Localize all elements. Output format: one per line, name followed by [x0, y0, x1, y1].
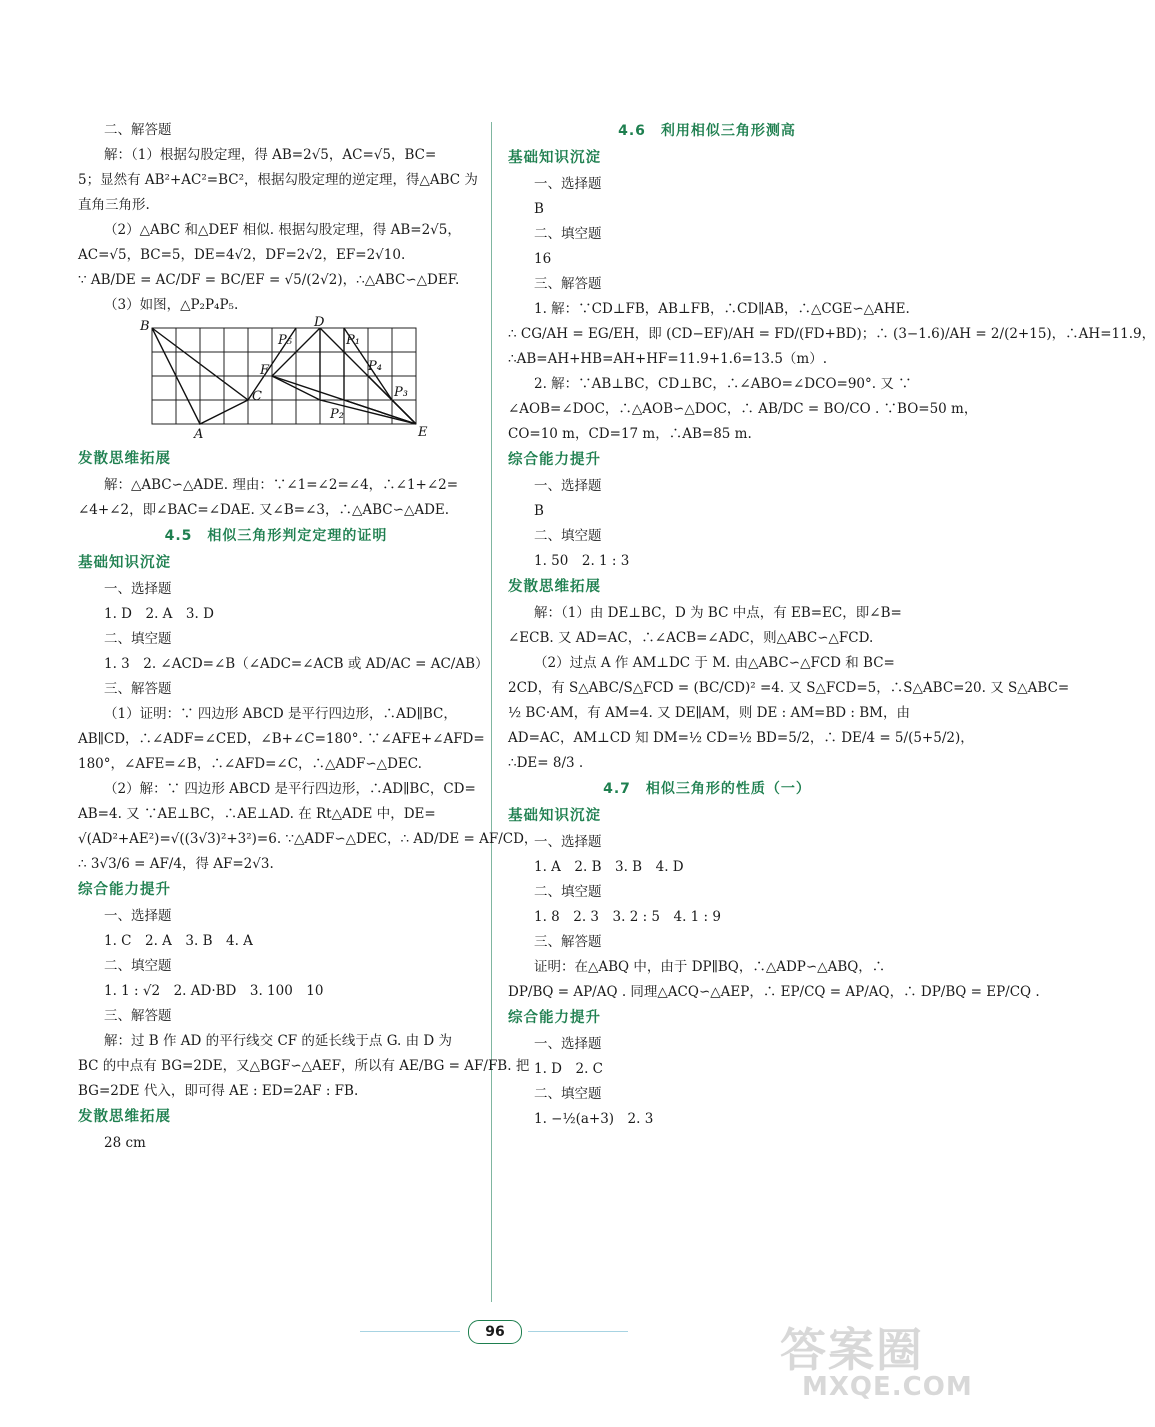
watermark-url: MXQE.COM [802, 1372, 973, 1402]
text-line: 28 cm [104, 1135, 146, 1151]
text-line: AB∥CD，∴∠ADF=∠CED，∠B+∠C=180°. ∵∠AFE+∠AFD= [78, 731, 485, 747]
text-line: BG=2DE 代入，即可得 AE : ED=2AF : FB. [78, 1083, 359, 1099]
figure-label: F [260, 363, 270, 378]
text-line: 1. D 2. A 3. D [104, 606, 214, 622]
text-line: ∠AOB=∠DOC，∴△AOB∽△DOC，∴ AB/DC = BO/CO . ∵BO=50 m， [508, 401, 978, 417]
text-line: 1. 8 2. 3 3. 2 : 5 4. 1 : 9 [534, 909, 721, 925]
text-line: 180°，∠AFE=∠B，∴∠AFD=∠C，∴△ADF∽△DEC. [78, 756, 422, 772]
section-heading: 发散思维拓展 [78, 1109, 171, 1125]
text-line: 5；显然有 AB²+AC²=BC²，根据勾股定理的逆定理，得△ABC 为 [78, 172, 478, 188]
text-line: （1）证明：∵ 四边形 ABCD 是平行四边形，∴AD∥BC， [104, 706, 457, 722]
text-line: B [534, 503, 544, 519]
text-line: 二、填空题 [534, 1086, 602, 1102]
watermark-text: 答案圈 [780, 1323, 924, 1377]
text-line: 三、解答题 [104, 681, 172, 697]
text-line: 二、解答题 [104, 122, 172, 138]
section-heading: 综合能力提升 [78, 882, 171, 898]
right-column [508, 118, 1155, 1132]
text-line: （3）如图，△P₂P₄P₅. [104, 297, 239, 313]
text-line: 一、选择题 [534, 176, 602, 192]
text-line: ∴DE= 8/3 . [508, 755, 584, 771]
text-line: （2）解：∵ 四边形 ABCD 是平行四边形，∴AD∥BC，CD= [104, 781, 476, 797]
text-line: CO=10 m，CD=17 m，∴AB=85 m. [508, 426, 752, 442]
text-line: ∵ AB/DE = AC/DF = BC/EF = √5/(2√2)，∴△ABC∽△DEF. [78, 272, 460, 288]
figure-label: B [140, 319, 150, 334]
column-divider [491, 122, 492, 1302]
text-line: （2）过点 A 作 AM⊥DC 于 M. 由△ABC∽△FCD 和 BC= [534, 655, 895, 671]
text-line: （2）△ABC 和△DEF 相似. 根据勾股定理，得 AB=2√5， [104, 222, 461, 238]
text-line: 直角三角形. [78, 197, 150, 213]
text-line: ½ BC·AM，有 AM=4. 又 DE∥AM，则 DE : AM=BD : BM，由 [508, 705, 910, 721]
text-line: 二、填空题 [104, 958, 172, 974]
text-line: ∴ CG/AH = EG/EH，即 (CD−EF)/AH = FD/(FD+BD)；∴ (3−1.6)/AH = 2/(2+15)，∴AH=11.9， [508, 326, 1155, 342]
section-heading: 发散思维拓展 [508, 579, 601, 595]
text-line: 三、解答题 [534, 934, 602, 950]
figure-label: P₅ [278, 333, 292, 348]
text-line: AB=4. 又 ∵AE⊥BC，∴AE⊥AD. 在 Rt△ADE 中，DE= [78, 806, 436, 822]
text-line: 三、解答题 [534, 276, 602, 292]
text-line: B [534, 201, 544, 217]
text-line: 16 [534, 251, 552, 267]
figure-label: P₄ [368, 359, 382, 374]
text-line: 一、选择题 [534, 1036, 602, 1052]
text-line: 1. A 2. B 3. B 4. D [534, 859, 684, 875]
text-line: 一、选择题 [104, 581, 172, 597]
text-line: ∴AB=AH+HB=AH+HF=11.9+1.6=13.5（m）. [508, 351, 827, 367]
text-line: 1. 50 2. 1 : 3 [534, 553, 630, 569]
grid-figure [138, 315, 428, 442]
text-line: 2CD，有 S△ABC/S△FCD = (BC/CD)² =4. 又 S△FCD=5，∴S△ABC=20. 又 S△ABC= [508, 680, 1070, 696]
section-heading: 发散思维拓展 [78, 451, 171, 467]
text-line: 一、选择题 [104, 908, 172, 924]
figure-label: C [252, 389, 262, 404]
text-line: 二、填空题 [534, 226, 602, 242]
text-line: AD=AC，AM⊥CD 知 DM=½ CD=½ BD=5/2，∴ DE/4 = 5/(5+5/2)， [508, 730, 974, 746]
text-line: 1. 1 : √2 2. AD·BD 3. 100 10 [104, 983, 324, 999]
section-heading: 基础知识沉淀 [78, 555, 171, 571]
section-heading: 基础知识沉淀 [508, 808, 601, 824]
text-line: 解：（1）由 DE⊥BC，D 为 BC 中点，有 EB=EC，即∠B= [534, 605, 902, 621]
watermark-logo [780, 1314, 980, 1409]
footer-decoration [360, 1331, 460, 1332]
text-line: DP/BQ = AP/AQ . 同理△ACQ∽△AEP，∴ EP/CQ = AP/AQ，∴ DP/BQ = EP/CQ . [508, 984, 1040, 1000]
text-line: AC=√5，BC=5，DE=4√2，DF=2√2，EF=2√10. [78, 247, 406, 263]
chapter-title: 4.6 利用相似三角形测高 [618, 123, 796, 139]
section-heading: 综合能力提升 [508, 452, 601, 468]
text-line: 1. D 2. C [534, 1061, 603, 1077]
text-line: 解：过 B 作 AD 的平行线交 CF 的延长线于点 G. 由 D 为 [104, 1033, 453, 1049]
text-line: 一、选择题 [534, 834, 602, 850]
text-line: 1. C 2. A 3. B 4. A [104, 933, 253, 949]
text-line: ∠ECB. 又 AD=AC，∴∠ACB=∠ADC，则△ABC∽△FCD. [508, 630, 874, 646]
text-line: 二、填空题 [534, 528, 602, 544]
figure-label: D [314, 315, 325, 330]
text-line: ∴ 3√3/6 = AF/4，得 AF=2√3. [78, 856, 274, 872]
figure-label: E [418, 425, 428, 440]
footer-decoration [528, 1331, 628, 1332]
text-line: 1. 解：∵CD⊥FB，AB⊥FB，∴CD∥AB，∴△CGE∽△AHE. [534, 301, 910, 317]
section-heading: 基础知识沉淀 [508, 150, 601, 166]
figure-label: P₂ [330, 407, 344, 422]
text-line: 一、选择题 [534, 478, 602, 494]
text-line: 解：（1）根据勾股定理，得 AB=2√5，AC=√5，BC= [104, 147, 437, 163]
chapter-title: 4.7 相似三角形的性质（一） [603, 781, 811, 797]
text-line: √(AD²+AE²)=√((3√3)²+3²)=6. ∵△ADF∽△DEC，∴ AD/DE = AF/CD， [78, 831, 538, 847]
page-number: 96 [468, 1320, 522, 1344]
figure-label: P₁ [346, 333, 360, 348]
section-heading: 综合能力提升 [508, 1010, 601, 1026]
text-line: 1. 3 2. ∠ACD=∠B（∠ADC=∠ACB 或 AD/AC = AC/AB） [104, 656, 489, 672]
text-line: 解：△ABC∽△ADE. 理由：∵∠1=∠2=∠4，∴∠1+∠2= [104, 477, 459, 493]
text-line: 三、解答题 [104, 1008, 172, 1024]
text-line: 二、填空题 [534, 884, 602, 900]
figure-label: A [194, 427, 204, 442]
text-line: 2. 解：∵AB⊥BC，CD⊥BC，∴∠ABO=∠DCO=90°. 又 ∵ [534, 376, 912, 392]
text-line: ∠4+∠2，即∠BAC=∠DAE. 又∠B=∠3，∴△ABC∽△ADE. [78, 502, 450, 518]
text-line: BC 的中点有 BG=2DE，又△BGF∽△AEF，所以有 AE/BG = AF/FB. 把 [78, 1058, 530, 1074]
text-line: 二、填空题 [104, 631, 172, 647]
figure-label: P₃ [394, 385, 408, 400]
text-line: 1. −½(a+3) 2. 3 [534, 1111, 654, 1127]
left-column [78, 118, 538, 1156]
chapter-title: 4.5 相似三角形判定定理的证明 [164, 528, 388, 544]
text-line: 证明：在△ABQ 中，由于 DP∥BQ，∴△ADP∽△ABQ，∴ [534, 959, 886, 975]
